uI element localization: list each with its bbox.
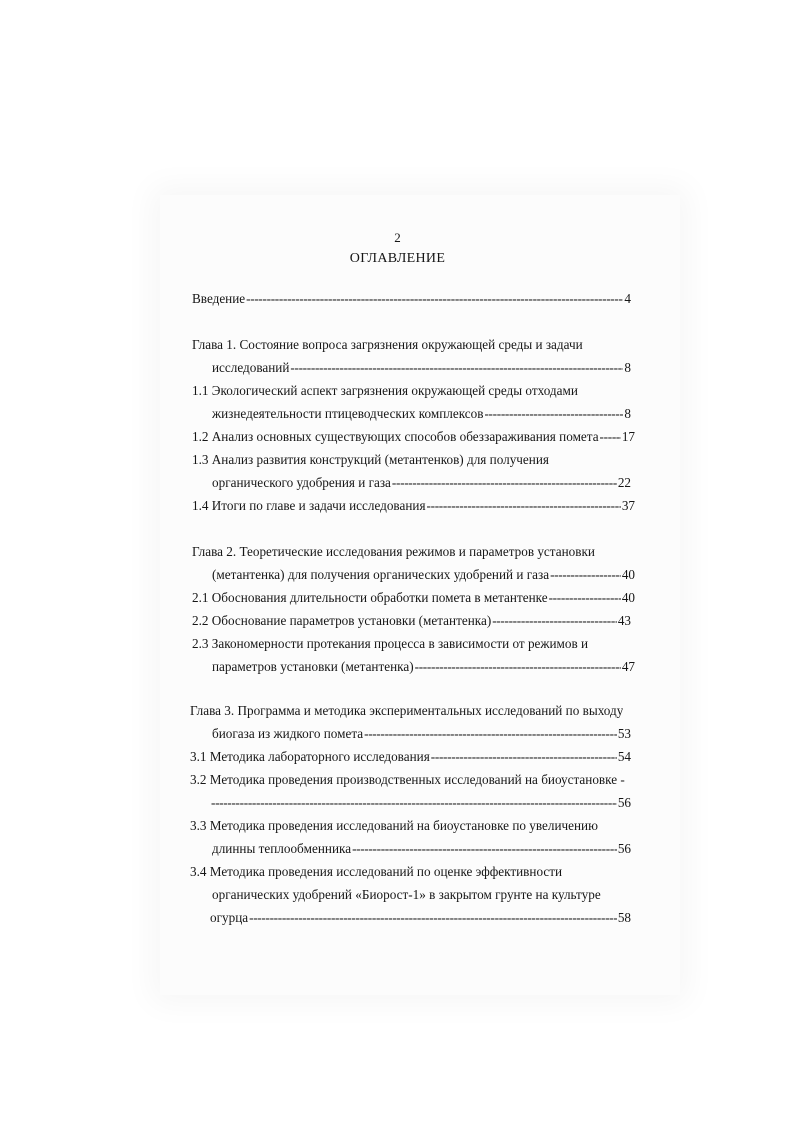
page-number: 2 [394,230,401,245]
toc-entry-chapter-1-cont[interactable] [212,359,631,377]
toc-entry-2-2[interactable] [192,612,631,630]
toc-entry-title: 3.4 Методика проведения исследований по оценке эффективности [190,864,563,879]
dot-leader [352,840,617,858]
toc-entry-1-2[interactable] [192,428,635,446]
toc-title: ОГЛАВЛЕНИЕ [349,251,446,266]
dot-leader [431,748,617,766]
dot-leader [392,474,617,492]
toc-entry-3-3[interactable] [190,817,598,835]
toc-entry-title: Глава 3. Программа и методика экспериментальных исследований по выходу [190,703,624,718]
toc-entry-chapter-3-cont[interactable] [212,725,631,743]
toc-entry-1-3[interactable] [192,451,549,469]
toc-entry-3-4[interactable] [190,863,562,881]
toc-page-number: 56 [617,795,631,810]
toc-entry-title: Глава 2. Теоретические исследования режимов и параметров установки [192,544,595,559]
toc-entry-title: 2.1 Обоснования длительности обработки помета в метантенке [192,590,548,605]
toc-entry-chapter-1[interactable] [192,336,583,354]
toc-page-number: 40 [621,567,635,582]
toc-page-number: 58 [617,910,631,925]
toc-page-number: 43 [617,613,631,628]
dot-leader [246,290,623,308]
toc-entry-title: 3.3 Методика проведения исследований на биоустановке по увеличению [190,818,598,833]
toc-entry-title-cont: исследований [212,360,290,375]
toc-entry-title-cont: (метантенка) для получения органических удобрений и газа [212,567,550,582]
toc-entry-title: 1.3 Анализ развития конструкций (метантенков) для получения [192,452,549,467]
dot-leader [211,794,617,812]
toc-entry-title-cont: огурца [210,910,249,925]
toc-page-number: 54 [617,749,631,764]
toc-page-number: 4 [624,291,631,306]
toc-page-number: 22 [617,475,631,490]
dot-leader [427,497,621,515]
toc-page-number: 37 [621,498,635,513]
toc-page-number: 8 [624,406,631,421]
dot-leader [549,589,621,607]
toc-entry-2-1[interactable] [192,589,635,607]
toc-entry-intro[interactable] [192,290,631,308]
dot-leader [600,428,621,446]
dot-leader [550,566,621,584]
toc-entry-3-2[interactable] [190,771,625,789]
dot-leader [484,405,623,423]
toc-entry-1-3-cont[interactable] [212,474,631,492]
toc-entry-3-4-cont[interactable] [212,886,601,904]
toc-entry-title: Глава 1. Состояние вопроса загрязнения окружающей среды и задачи [192,337,583,352]
toc-entry-title-cont: органических удобрений «Биорост-1» в закрытом грунте на культуре [212,887,601,902]
toc-entry-3-1[interactable] [190,748,631,766]
toc-entry-title: 2.2 Обоснование параметров установки (метантенка) [192,613,492,628]
toc-entry-title-cont: биогаза из жидкого помета [212,726,364,741]
dot-leader [249,909,617,927]
toc-entry-1-4[interactable] [192,497,635,515]
toc-page-number: 47 [621,659,635,674]
dot-leader [290,359,623,377]
toc-entry-title-cont: жизнедеятельности птицеводческих комплексов [212,406,484,421]
toc-entry-chapter-2-cont[interactable] [212,566,635,584]
toc-entry-title-cont: параметров установки (метантенка) [212,659,414,674]
toc-entry-3-2-cont[interactable] [210,794,631,812]
toc-entry-title: 1.1 Экологический аспект загрязнения окружающей среды отходами [192,383,578,398]
toc-entry-chapter-2[interactable] [192,543,595,561]
toc-entry-3-4-cont2[interactable] [210,909,631,927]
toc-page-number: 53 [617,726,631,741]
toc-entry-title: 1.2 Анализ основных существующих способов обеззараживания помета [192,429,599,444]
toc-entry-2-3[interactable] [192,635,588,653]
toc-entry-title: 3.2 Методика проведения производственных исследований на биоустановке - [190,772,625,787]
toc-entry-title: 2.3 Закономерности протекания процесса в зависимости от режимов и [192,636,589,651]
toc-entry-1-1[interactable] [192,382,578,400]
toc-page-number: 17 [621,429,635,444]
toc-page-number: 56 [617,841,631,856]
toc-entry-title: 3.1 Методика лабораторного исследования [190,749,430,764]
toc-entry-1-1-cont[interactable] [212,405,631,423]
toc-entry-title-cont: длинны теплообменника [212,841,352,856]
toc-entry-3-3-cont[interactable] [212,840,631,858]
toc-page-number: 8 [624,360,631,375]
dot-leader [492,612,617,630]
dot-leader [415,658,621,676]
dot-leader [364,725,617,743]
toc-entry-title: Введение [192,291,246,306]
toc-entry-title-cont: органического удобрения и газа [212,475,391,490]
toc-entry-chapter-3[interactable] [190,702,623,720]
toc-entry-2-3-cont[interactable] [212,658,635,676]
toc-entry-title: 1.4 Итоги по главе и задачи исследования [192,498,426,513]
toc-page-number: 40 [621,590,635,605]
